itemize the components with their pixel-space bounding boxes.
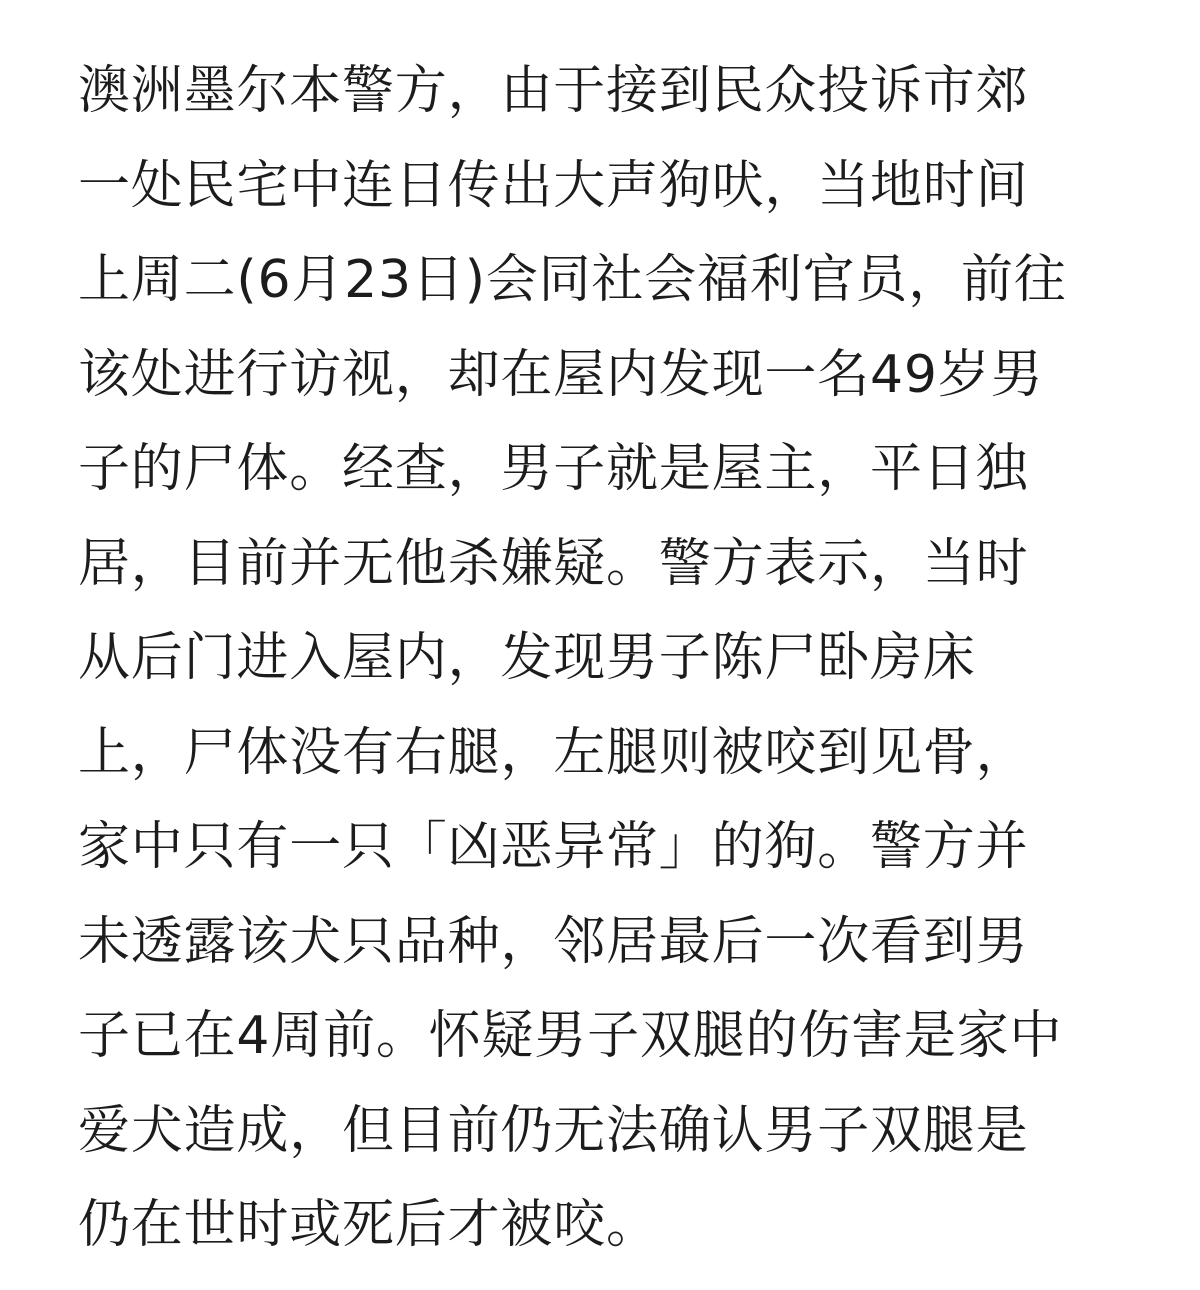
article-line: 上周二(6月23日)会同社会福利官员，前往 xyxy=(78,250,1067,310)
article-line: 仍在世时或死后才被咬。 xyxy=(78,1195,659,1255)
article-line: 从后门进入屋内，发现男子陈尸卧房床 xyxy=(78,628,976,688)
article-line: 爱犬造成，但目前仍无法确认男子双腿是 xyxy=(78,1100,1029,1161)
article-line: 家中只有一只「凶恶异常」的狗。警方并 xyxy=(78,817,1029,877)
article-line: 居，目前并无他杀嫌疑。警方表示，当时 xyxy=(78,533,1029,594)
article-line: 澳洲墨尔本警方，由于接到民众投诉市郊 xyxy=(78,61,1029,121)
article-line: 子已在4周前。怀疑男子双腿的伤害是家中 xyxy=(78,1006,1063,1066)
article-line: 未透露该犬只品种，邻居最后一次看到男 xyxy=(78,911,1029,972)
article-line: 上，尸体没有右腿，左腿则被咬到见骨， xyxy=(78,722,1029,783)
article-line: 一处民宅中连日传出大声狗吠，当地时间 xyxy=(78,155,1029,216)
article-line: 子的尸体。经查，男子就是屋主，平日独 xyxy=(78,439,1029,499)
article-line: 该处进行访视，却在屋内发现一名49岁男 xyxy=(78,344,1044,405)
